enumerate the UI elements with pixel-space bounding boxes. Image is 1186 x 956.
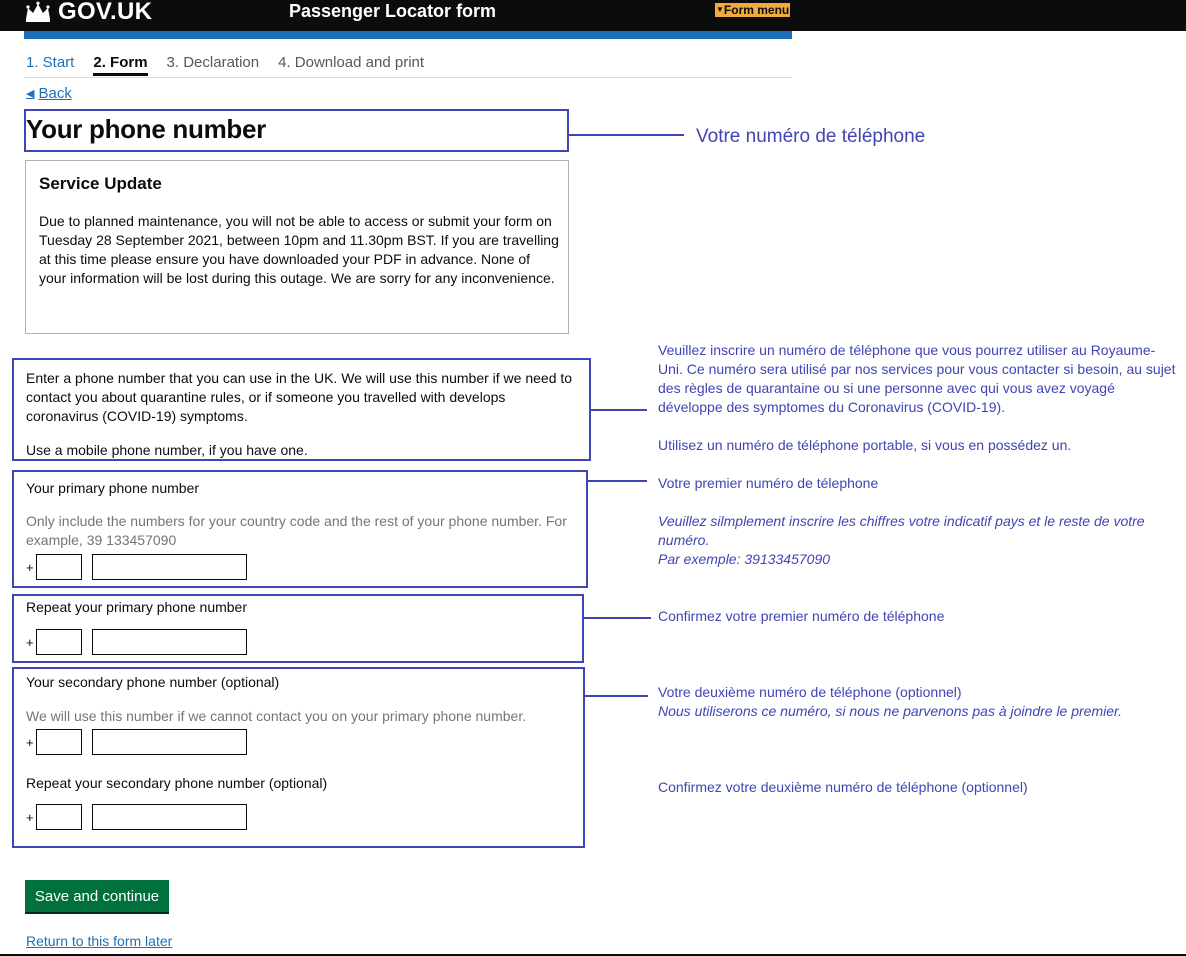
header-bar	[0, 0, 1186, 31]
step-start[interactable]: 1. Start	[26, 54, 75, 71]
plus-sign: +	[26, 734, 34, 750]
repeat-primary-label: Repeat your primary phone number	[26, 599, 248, 615]
translation-title: Votre numéro de téléphone	[696, 126, 926, 147]
annotation-connector-primary	[588, 480, 647, 482]
crown-icon	[24, 1, 52, 23]
service-update-panel	[25, 160, 569, 334]
plus-sign: +	[26, 809, 34, 825]
translation-intro: Veuillez inscrire un numéro de téléphone que vous pourrez utiliser au Royaume-Uni. Ce numéro sera utilisé par nos services pour vous contacter si besoin, au sujet des règles de quarantaine ou si une personne avec qui vous avez voyagé développe des symptomes du Coronavirus (COVID-19).	[658, 342, 1176, 415]
header-accent-bar	[24, 31, 792, 39]
service-update-title: Service Update	[39, 174, 162, 193]
form-menu-label: Form menu	[723, 3, 790, 17]
annotation-box-secondary	[12, 667, 585, 848]
annotation-box-intro	[12, 358, 591, 461]
annotation-connector-intro	[591, 409, 647, 411]
step-navigation	[26, 54, 443, 76]
translation-primary-label: Votre premier numéro de télephone	[658, 475, 879, 491]
return-later-link[interactable]: Return to this form later	[26, 933, 173, 949]
translation-primary-hint: Veuillez silmplement inscrire les chiffres votre indicatif pays et le reste de votre numéro.	[658, 513, 1145, 548]
translation-repeat-secondary: Confirmez votre deuxième numéro de téléphone (optionnel)	[658, 779, 1028, 795]
page-title: Your phone number	[26, 114, 266, 144]
secondary-phone-label: Your secondary phone number (optional)	[26, 674, 280, 690]
translation-secondary-hint: Nous utiliserons ce numéro, si nous ne parvenons pas à joindre le premier.	[658, 703, 1123, 719]
mobile-advice: Use a mobile phone number, if you have one.	[26, 442, 308, 458]
annotation-connector-repeat-primary	[584, 617, 651, 619]
service-update-body: Due to planned maintenance, you will not be able to access or submit your form on Tuesday 28 September 2021, between 10pm and 11.30pm BST. If you are travelling at this time please ensure you have downloaded your PDF in advance. None of your information will be lost during this outage. We are sorry for any inconvenience.	[39, 213, 559, 286]
form-menu-button[interactable]	[715, 3, 790, 17]
translation-mobile-advice: Utilisez un numéro de téléphone portable, si vous en possédez un.	[658, 437, 1072, 453]
plus-sign: +	[26, 559, 34, 575]
annotation-connector-title	[569, 134, 684, 136]
step-download-print[interactable]: 4. Download and print	[278, 54, 425, 71]
primary-phone-label: Your primary phone number	[26, 480, 200, 496]
annotation-connector-secondary	[585, 695, 648, 697]
step-declaration[interactable]: 3. Declaration	[166, 54, 260, 71]
translation-repeat-primary: Confirmez votre premier numéro de téléphone	[658, 608, 945, 624]
annotation-box-title	[24, 109, 569, 152]
secondary-phone-hint: We will use this number if we cannot contact you on your primary phone number.	[26, 708, 527, 724]
step-form[interactable]: 2. Form	[93, 54, 147, 76]
primary-phone-hint: Only include the numbers for your country code and the rest of your phone number. For example, 39 133457090	[26, 513, 567, 548]
translation-primary-example: Par exemple: 39133457090	[658, 551, 831, 567]
steps-divider	[24, 77, 792, 78]
annotation-box-primary	[12, 470, 588, 588]
annotation-box-repeat-primary	[12, 594, 584, 663]
triangle-left-icon: ◀	[26, 88, 35, 100]
logo-text: GOV.UK	[58, 0, 153, 25]
back-label: Back	[38, 85, 72, 102]
service-name[interactable]: Passenger Locator form	[289, 1, 497, 21]
plus-sign: +	[26, 634, 34, 650]
back-link[interactable]	[26, 85, 72, 102]
intro-paragraph: Enter a phone number that you can use in the UK. We will use this number if we need to contact you about quarantine rules, or if someone you travelled with develops coronavirus (COVID-19) symptoms.	[26, 370, 573, 424]
repeat-secondary-label: Repeat your secondary phone number (optional)	[26, 775, 328, 791]
triangle-down-icon: ▼	[716, 5, 724, 14]
save-continue-button[interactable]: Save and continue	[25, 880, 169, 912]
translation-secondary-label: Votre deuxième numéro de téléphone (optionnel)	[658, 684, 962, 700]
govuk-logo[interactable]	[24, 0, 152, 26]
